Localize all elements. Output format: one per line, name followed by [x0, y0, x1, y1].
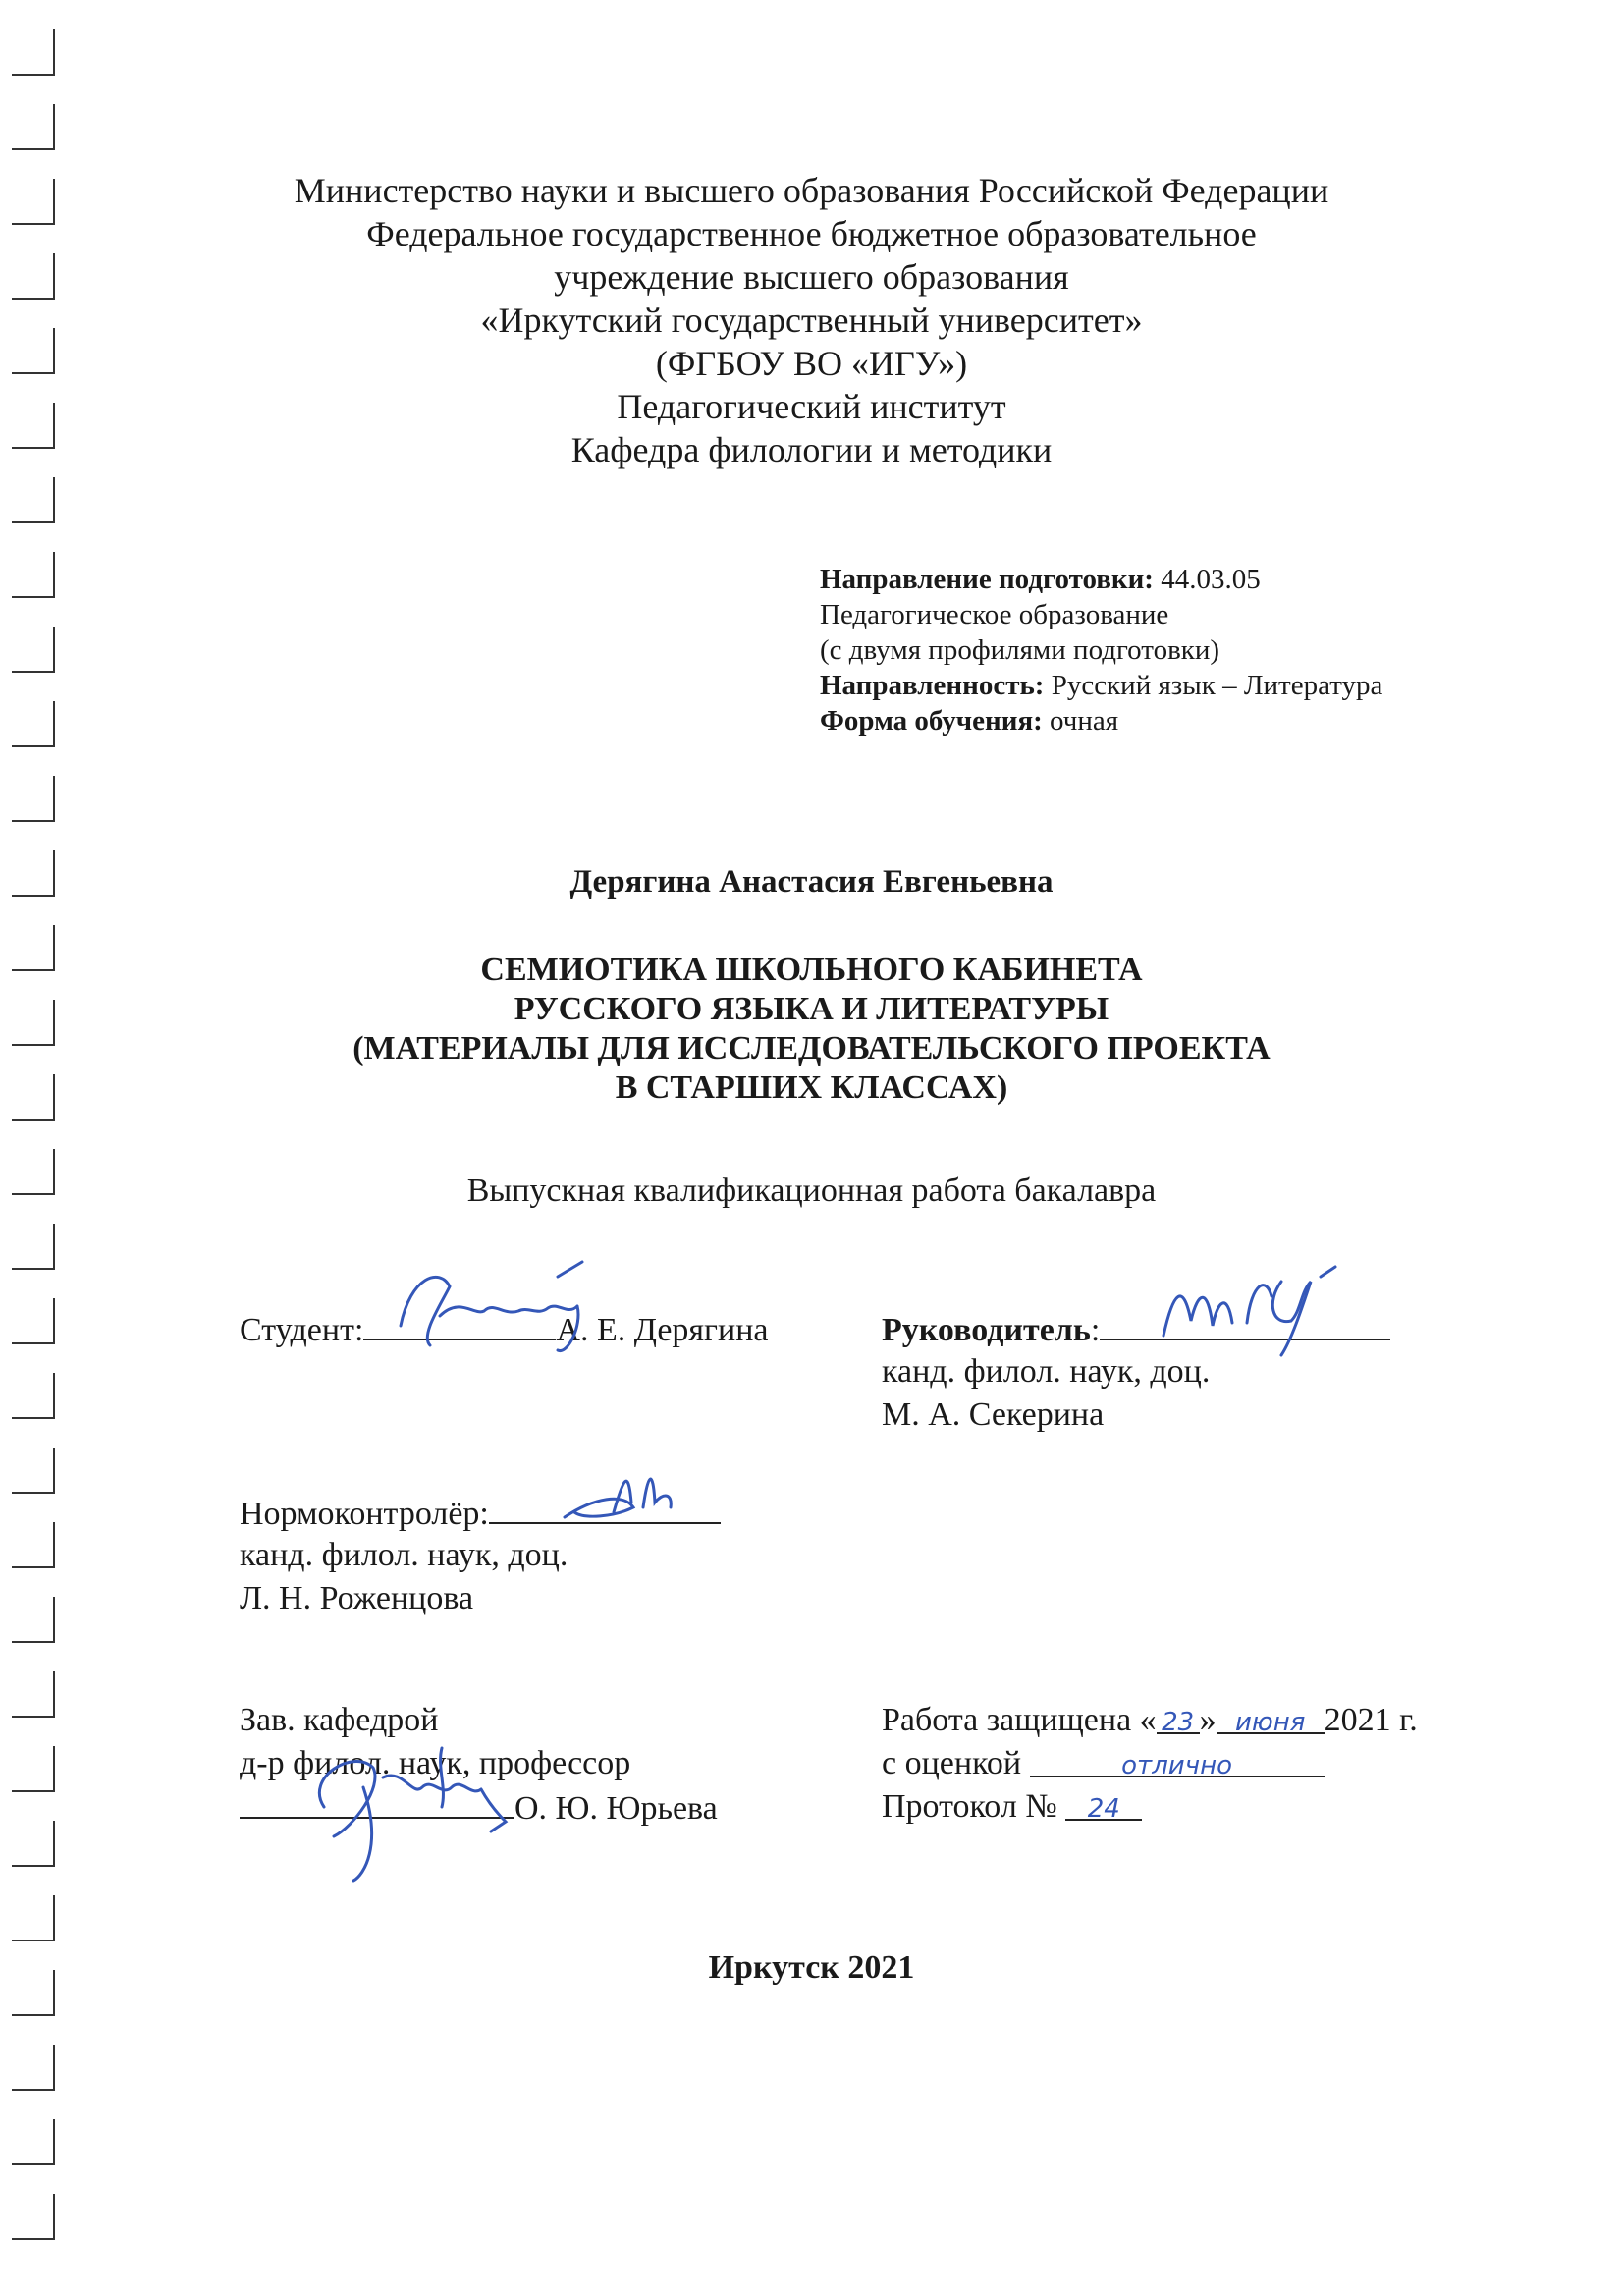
defense-month: июня [1217, 1703, 1325, 1734]
grade-value: отлично [1030, 1746, 1325, 1777]
binding-mark [12, 2194, 54, 2239]
binding-mark [12, 1821, 54, 1866]
head-name: О. Ю. Юрьева [514, 1790, 718, 1827]
direction-line [820, 562, 1382, 597]
defense-mid: » [1199, 1702, 1217, 1738]
protocol-label: Протокол № [882, 1788, 1057, 1825]
normcontrol-name: Л. Н. Роженцова [240, 1580, 474, 1616]
form-label: Форма обучения: [820, 705, 1043, 737]
binding-mark [12, 477, 54, 522]
normcontrol-degree: канд. филол. наук, доц. [240, 1537, 568, 1573]
institution-header [0, 169, 1623, 471]
focus-label: Направленность: [820, 670, 1045, 701]
student-label: Студент: [240, 1312, 364, 1348]
direction-note: (с двумя профилями подготовки) [820, 634, 1220, 666]
institution-type-line: Федеральное государственное бюджетное образовательное [366, 214, 1257, 253]
defense-line [882, 1701, 1418, 1740]
focus-value: Русский язык – Литература [1051, 670, 1383, 701]
protocol-number: 24 [1065, 1789, 1142, 1821]
binding-mark [12, 701, 54, 746]
binding-mark [12, 29, 54, 75]
normcontrol-label: Нормоконтролёр: [240, 1496, 489, 1532]
title-line-3: (МАТЕРИАЛЫ ДЛЯ ИССЛЕДОВАТЕЛЬСКОГО ПРОЕКТА [352, 1030, 1271, 1066]
head-label: Зав. кафедрой [240, 1702, 439, 1738]
binding-mark [12, 1224, 54, 1269]
binding-mark [12, 2045, 54, 2090]
supervisor-degree: канд. филол. наук, доц. [882, 1353, 1211, 1390]
protocol-line [882, 1787, 1142, 1827]
head-signature [295, 1728, 530, 1886]
grade-line [882, 1744, 1325, 1783]
binding-mark [12, 1298, 54, 1343]
defense-year: 2021 г. [1324, 1702, 1418, 1738]
head-degree: д-р филол. наук, профессор [240, 1745, 631, 1781]
direction-name: Педагогическое образование [820, 599, 1169, 630]
form-value: очная [1050, 705, 1119, 737]
supervisor-signature [1154, 1252, 1350, 1360]
ministry-line: Министерство науки и высшего образования Российской Федерации [294, 171, 1329, 210]
supervisor-colon: : [1090, 1312, 1101, 1348]
direction-label: Направление подготовки: [820, 564, 1154, 595]
direction-code: 44.03.05 [1161, 564, 1261, 595]
binding-mark [12, 1448, 54, 1493]
form-line [820, 703, 1382, 738]
city-year: Иркутск 2021 [708, 1949, 915, 1986]
binding-mark [12, 1597, 54, 1642]
binding-mark [12, 1373, 54, 1418]
institute-name: Педагогический институт [617, 387, 1006, 426]
department-name: Кафедра филологии и методики [570, 430, 1053, 469]
binding-mark [12, 627, 54, 672]
binding-mark [12, 1895, 54, 1941]
title-line-1: СЕМИОТИКА ШКОЛЬНОГО КАБИНЕТА [480, 952, 1143, 988]
university-name: «Иркутский государственный университет» [480, 301, 1143, 340]
work-type: Выпускная квалификационная работа бакалавра [466, 1173, 1157, 1209]
thesis-title [0, 951, 1623, 1108]
grade-label: с оценкой [882, 1745, 1022, 1781]
binding-mark [12, 104, 54, 149]
university-abbreviation: (ФГБОУ ВО «ИГУ») [655, 344, 968, 383]
binding-mark [12, 1746, 54, 1791]
institution-type-line-2: учреждение высшего образования [554, 257, 1069, 297]
title-line-4: В СТАРШИХ КЛАССАХ) [615, 1069, 1008, 1106]
supervisor-label: Руководитель [882, 1312, 1091, 1348]
defense-prefix: Работа защищена « [882, 1702, 1157, 1738]
focus-line [820, 668, 1382, 703]
title-line-2: РУССКОГО ЯЗЫКА И ЛИТЕРАТУРЫ [514, 991, 1109, 1027]
binding-mark [12, 2119, 54, 2164]
program-info [820, 562, 1382, 738]
binding-mark [12, 552, 54, 597]
author-name: Дерягина Анастасия Евгеньевна [569, 864, 1054, 900]
binding-mark [12, 776, 54, 821]
supervisor-name: М. А. Секерина [882, 1396, 1105, 1433]
binding-mark [12, 1522, 54, 1567]
normcontrol-signature [555, 1458, 712, 1537]
binding-mark [12, 1671, 54, 1717]
student-name: А. Е. Дерягина [556, 1312, 769, 1348]
defense-day: 23 [1157, 1703, 1200, 1734]
student-signature [381, 1257, 617, 1365]
